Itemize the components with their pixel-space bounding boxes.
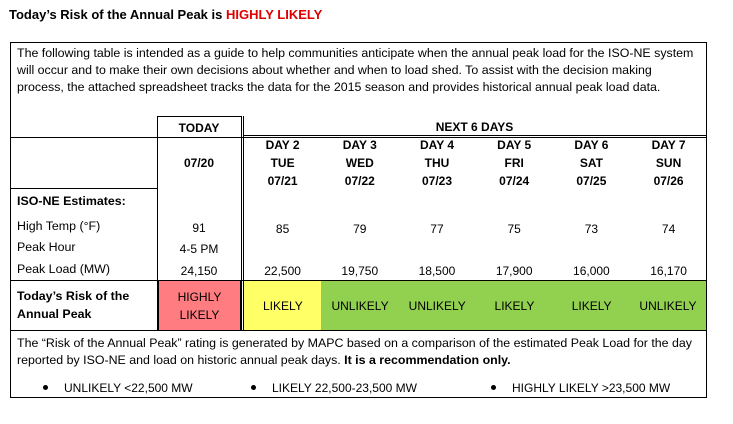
- day-weekday: SUN: [655, 156, 682, 170]
- label-risk: [17, 287, 129, 323]
- day-peak-load: 19,750: [341, 264, 379, 278]
- title-highlight: HIGHLY LIKELY: [225, 7, 323, 22]
- legend-highly-likely: [491, 381, 670, 395]
- day-label: DAY 3: [342, 138, 377, 152]
- today-date: 07/20: [183, 156, 215, 170]
- bullet-icon: [491, 385, 496, 390]
- day-peak-load: 16,170: [650, 264, 687, 278]
- today-high-temp: 91: [192, 221, 206, 235]
- legend-likely-text: LIKELY 22,500-23,500 MW: [272, 381, 417, 395]
- legend-likely: [251, 381, 417, 395]
- label-high-temp: High Temp (°F): [17, 219, 101, 233]
- title-prefix: Today’s Risk of the Annual Peak is: [9, 7, 226, 22]
- intro-paragraph: The following table is intended as a guide to help communities anticipate when the annual peak load for the ISO-NE system will occur and to make their own decisions about whether and when to load shed. To assist with the decision making process, the attached spreadsheet tracks the data for the 2015 season and provides historical annual peak load data.: [17, 46, 694, 94]
- bullet-icon: [251, 385, 256, 390]
- day-high-temp: 75: [507, 222, 521, 236]
- label-peak-hour: Peak Hour: [17, 240, 76, 254]
- label-risk-line1: Today’s Risk of the: [17, 289, 130, 303]
- grid-line: [241, 116, 242, 330]
- day-weekday: WED: [345, 156, 374, 170]
- bullet-icon: [43, 385, 48, 390]
- day-peak-load: 22,500: [264, 264, 301, 278]
- day-high-temp: 73: [584, 222, 599, 236]
- day-peak-load: 18,500: [418, 264, 456, 278]
- label-estimates: ISO-NE Estimates:: [17, 194, 126, 208]
- today-risk-cell: [158, 281, 241, 330]
- day-peak-load: 16,000: [573, 264, 610, 278]
- today-peak-hour: 4-5 PM: [179, 242, 219, 256]
- legend-highly-likely-text: HIGHLY LIKELY >23,500 MW: [512, 381, 671, 395]
- day-weekday: SAT: [579, 156, 603, 170]
- risk-table-frame: [10, 42, 707, 398]
- day-high-temp: 85: [275, 222, 290, 236]
- legend-unlikely: [43, 381, 193, 395]
- day-weekday: TUE: [270, 156, 295, 170]
- label-peak-load: Peak Load (MW): [17, 262, 110, 276]
- label-risk-line2: Annual Peak: [17, 307, 92, 321]
- day-date: 07/22: [344, 174, 375, 188]
- legend-unlikely-text: UNLIKELY <22,500 MW: [64, 381, 193, 395]
- grid-line: [11, 330, 706, 331]
- day-risk-cell: LIKELY: [244, 281, 322, 330]
- day-date: 07/23: [421, 174, 452, 188]
- day-high-temp: 79: [353, 222, 367, 236]
- next-days-header: NEXT 6 DAYS: [435, 120, 514, 134]
- day-risk-cell: LIKELY: [553, 281, 631, 330]
- day-label: DAY 4: [419, 138, 454, 152]
- day-risk-cell: UNLIKELY: [630, 281, 706, 330]
- page-title: [9, 7, 322, 22]
- day-date: 07/24: [499, 174, 530, 188]
- day-label: DAY 7: [651, 138, 686, 152]
- grid-line: [11, 188, 157, 189]
- grid-line: [157, 116, 241, 117]
- day-date: 07/26: [653, 174, 684, 188]
- day-high-temp: 77: [430, 222, 444, 236]
- day-weekday: THU: [424, 156, 450, 170]
- today-header: TODAY: [178, 121, 220, 135]
- day-risk-cell: UNLIKELY: [398, 281, 476, 330]
- day-high-temp: 74: [661, 222, 676, 236]
- day-risk-cell: UNLIKELY: [321, 281, 399, 330]
- today-peak-load: 24,150: [180, 264, 218, 278]
- day-peak-load: 17,900: [495, 264, 533, 278]
- footer-note: [17, 335, 701, 369]
- day-label: DAY 6: [574, 138, 609, 152]
- footer-bold: It is a recommendation only.: [344, 353, 511, 367]
- day-date: 07/21: [267, 174, 298, 188]
- footer-text: The “Risk of the Annual Peak” rating is generated by MAPC based on a comparison of the estimated Peak Load for the day reported by ISO-NE and load on historic annual peak days.: [17, 336, 692, 367]
- day-weekday: FRI: [504, 156, 524, 170]
- today-risk-line1: HIGHLY: [177, 289, 222, 304]
- day-label: DAY 2: [265, 138, 300, 152]
- day-date: 07/25: [576, 174, 607, 188]
- today-risk-line2: LIKELY: [179, 307, 220, 322]
- day-risk-cell: LIKELY: [476, 281, 554, 330]
- day-label: DAY 5: [497, 138, 532, 152]
